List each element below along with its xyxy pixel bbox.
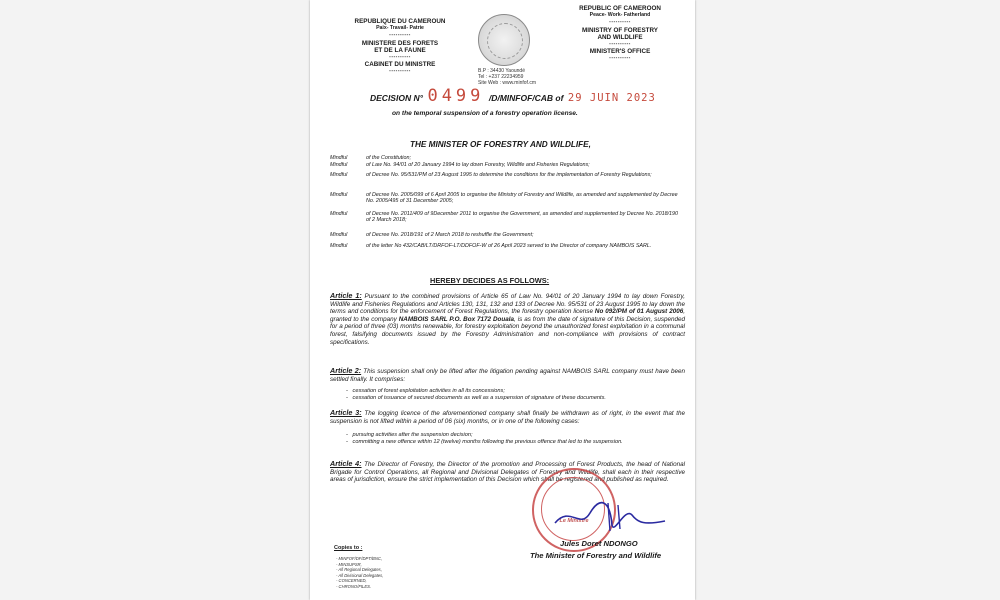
header-left-ministry-2: ET DE LA FAUNE <box>374 46 426 54</box>
header-right-sep3: ---------- <box>609 55 631 62</box>
article-4: Article 4: The Director of Forestry, the Director of the promotion and Processing of Forest Products, the head of National Brigade for Control Operations, all Regional and Divisional Delegates of Forestry and Wildlife, shall each in their respective areas of jurisdiction, ensure the strict implementation of this Decision which shall be registered and published as required. <box>330 459 685 484</box>
stamp-text: Le Ministre <box>559 518 589 524</box>
copies-heading: Copies to : <box>334 545 363 551</box>
signatory-name: Jules Doret NDONGO <box>560 539 638 548</box>
article-2-heading: Article 2: <box>330 366 362 375</box>
article-1-heading: Article 1: <box>330 291 362 300</box>
header-right-sep2: ---------- <box>609 41 631 48</box>
hereby-heading: HEREBY DECIDES AS FOLLOWS: <box>430 276 550 285</box>
header-left-sep3: ---------- <box>389 68 411 75</box>
list-item: - MINSUPSR, <box>336 561 362 567</box>
header-left-sep2: ---------- <box>389 54 411 61</box>
article-3: Article 3: The logging licence of the aforementioned company shall finally be withdrawn as of right, in the event that the suspension is not lifted within a period of 06 (six) months, or in one of the following cases: <box>330 408 686 425</box>
contact-bp: B.P : 34430 Yaoundé <box>478 68 525 74</box>
coat-of-arms-icon <box>478 14 530 66</box>
list-item: - All Divisional Delegates, <box>336 572 384 578</box>
article-1: Article 1: Pursuant to the combined provisions of Article 65 of Law No. 94/01 of 20 January 1994 to lay down Forestry, Wildlife and Fisheries Regulations and Articles 130, 131, 132 and 133 of Decree No. 95/531 of 23 August 1995 to lay down the terms and conditions for the enforcement of Forest Regulations, the forestry operation license No 092/PM of 01 August 2006, granted to the company NAMBOIS SARL P.O. Box 7172 Douala, is as from the date of signature of this Decision, suspended for a period of three (03) months renewable, for forestry exploitation beyond the unauthorized forest exploitation in a communal forest, falsifying documents issued by the Forestry Administration and non-compliance with provisions of contract specifications. <box>330 291 685 346</box>
list-item: - pursuing activities after the suspension decision; <box>346 432 473 438</box>
contact-web: Site Web : www.minfof.cm <box>478 80 536 86</box>
header-right-motto: Peace- Work- Fatherland <box>589 12 651 19</box>
decision-reference: /D/MINFOF/CAB of <box>488 93 564 103</box>
decision-line <box>370 86 690 106</box>
header-right-ministry-2: AND WILDLIFE <box>597 33 643 41</box>
header-left <box>340 18 460 76</box>
document-page <box>310 0 695 600</box>
list-item: - CHRONO/FILES. <box>336 583 372 589</box>
copies-list <box>336 556 416 590</box>
header-right <box>565 5 675 63</box>
list-item: - cessation of forest exploitation activities in all its concessions; <box>346 388 505 394</box>
decision-number: 0499 <box>427 86 485 106</box>
mindful-list: Mindful of the Constitution; Mindful of Law No. 94/01 of 20 January 1994 to lay down Forestry, Wildlife and Fisheries Regulations; Mindful of Decree No. 95/531/PM of 23 August 1995 to determine the conditions for the implementation of Forestry Regulations; Mindful of Decree No. 2005/099 of 6 April 2005 to organise the Ministry of Forestry and Wildlife, as amended and supplemented by Decree No. 2005/495 of 31 December 2005; Mindful of Decree No. 2011/409 of 9December 2011 to organise the Government, as amended and supplemented by Decree No. 2018/190 of 2 March 2018; Mindful of Decree No. 2018/191 of 2 March 2018 to reshuffle the Government; Mindful of the letter No 432/CAB/LT/DRFOF-LT/DDFOF-W of 26 April 2023 served to the Director of company NAMBOIS SARL. <box>330 155 679 249</box>
decision-subject: on the temporal suspension of a forestry operation license. <box>392 110 578 117</box>
signatory-title: The Minister of Forestry and Wildlife <box>530 551 662 560</box>
list-item: - CONCERNED, <box>336 578 367 584</box>
header-left-sep1: ---------- <box>389 32 411 39</box>
article-3-bullets <box>346 432 681 446</box>
article-3-heading: Article 3: <box>330 408 362 417</box>
header-left-motto: Paix- Travail- Patrie <box>376 25 424 32</box>
header-left-ministry: MINISTERE DES FORETS <box>361 39 439 47</box>
minister-heading: THE MINISTER OF FORESTRY AND WILDLIFE, <box>410 140 591 149</box>
header-right-ministry: MINISTRY OF FORESTRY <box>581 26 659 34</box>
list-item: - cessation of issuance of secured documents as well as a suspension of signature of these documents. <box>346 395 606 401</box>
list-item: - All Regional Delegates, <box>336 567 382 573</box>
list-item: - MINFOF/DF/DPT/BNC, <box>336 556 383 561</box>
decision-label: DECISION N° <box>370 93 423 103</box>
article-2-bullets <box>346 388 681 402</box>
list-item: - committing a new offence within 12 (twelve) months following the previous offence that led to the suspension. <box>346 439 623 445</box>
header-right-sep1: ---------- <box>609 19 631 26</box>
decision-date: 29 JUIN 2023 <box>567 92 656 104</box>
signature-icon <box>550 495 670 535</box>
contact-block <box>478 68 568 86</box>
article-2: Article 2: This suspension shall only be lifted after the litigation pending against NAMBOIS SARL company must have been settled finally. It comprises: <box>330 366 685 383</box>
article-4-heading: Article 4: <box>330 459 362 468</box>
header-right-country: REPUBLIC OF CAMEROON <box>579 5 661 12</box>
header-left-country: REPUBLIQUE DU CAMEROUN <box>354 18 446 25</box>
header-right-office: MINISTER'S OFFICE <box>589 48 651 56</box>
contact-tel: Tel : +237 22234959 <box>478 74 524 80</box>
header-left-office: CABINET DU MINISTRE <box>364 61 436 69</box>
